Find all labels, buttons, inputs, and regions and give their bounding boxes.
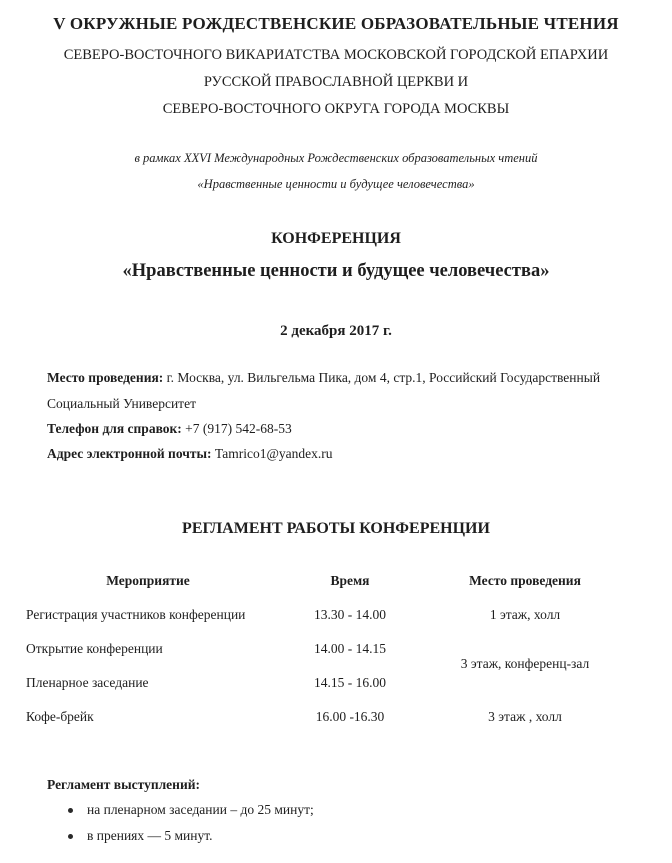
venue-value: г. Москва, ул. Вильгельма Пика, дом 4, стр.1, Российский Государственный bbox=[163, 370, 601, 385]
table-row-time: 14.00 - 14.15 bbox=[314, 641, 386, 656]
table-row-time: 13.30 - 14.00 bbox=[314, 607, 386, 622]
table-row-time: 14.15 - 16.00 bbox=[314, 675, 386, 690]
conference-label: КОНФЕРЕНЦИЯ bbox=[271, 230, 401, 247]
table-row-place: 1 этаж, холл bbox=[489, 607, 561, 622]
list-item bbox=[68, 802, 314, 818]
speech-rules-title: Регламент выступлений: bbox=[47, 777, 201, 792]
table-row-time: 16.00 -16.30 bbox=[315, 709, 385, 724]
schedule-header-event: Мероприятие bbox=[106, 573, 190, 588]
table-merged-place: 3 этаж, конференц-зал bbox=[460, 656, 590, 671]
email-value: Tamrico1@yandex.ru bbox=[211, 446, 333, 461]
conference-date: 2 декабря 2017 г. bbox=[280, 323, 392, 339]
venue-label: Место проведения: bbox=[47, 370, 164, 385]
conference-title: «Нравственные ценности и будущее человечества» bbox=[122, 261, 550, 281]
table-row-event: Открытие конференции bbox=[26, 641, 163, 656]
phone-line bbox=[47, 421, 292, 437]
list-item-text: на пленарном заседании – до 25 минут; bbox=[87, 802, 314, 817]
header-line-1: V ОКРУЖНЫЕ РОЖДЕСТВЕНСКИЕ ОБРАЗОВАТЕЛЬНЫЕ ЧТЕНИЯ bbox=[53, 14, 619, 33]
schedule-title: РЕГЛАМЕНТ РАБОТЫ КОНФЕРЕНЦИИ bbox=[182, 520, 490, 537]
schedule-header-place: Место проведения bbox=[469, 573, 581, 588]
subtitle-line-2: «Нравственные ценности и будущее человечества» bbox=[197, 177, 475, 191]
bullet-icon bbox=[68, 808, 73, 813]
schedule-header-time: Время bbox=[330, 573, 370, 588]
venue-line bbox=[47, 370, 600, 386]
venue-line-2: Социальный Университет bbox=[47, 396, 196, 411]
table-row-event: Кофе-брейк bbox=[26, 709, 94, 724]
table-row-event: Пленарное заседание bbox=[26, 675, 149, 690]
email-label: Адрес электронной почты: bbox=[47, 446, 212, 461]
header-line-2: СЕВЕРО-ВОСТОЧНОГО ВИКАРИАТСТВА МОСКОВСКОЙ ГОРОДСКОЙ ЕПАРХИИ bbox=[63, 47, 609, 63]
email-line bbox=[47, 446, 332, 462]
list-item bbox=[68, 828, 213, 844]
header-line-3: РУССКОЙ ПРАВОСЛАВНОЙ ЦЕРКВИ И bbox=[203, 74, 469, 90]
table-row-event: Регистрация участников конференции bbox=[26, 607, 246, 622]
phone-label: Телефон для справок: bbox=[47, 421, 182, 436]
subtitle-line-1: в рамках XXVI Международных Рождественских образовательных чтений bbox=[134, 151, 538, 165]
table-row-place: 3 этаж , холл bbox=[488, 709, 562, 724]
list-item-text: в прениях — 5 минут. bbox=[87, 828, 213, 843]
header-line-4: СЕВЕРО-ВОСТОЧНОГО ОКРУГА ГОРОДА МОСКВЫ bbox=[162, 101, 510, 117]
bullet-icon bbox=[68, 834, 73, 839]
phone-value: +7 (917) 542-68-53 bbox=[181, 421, 292, 436]
